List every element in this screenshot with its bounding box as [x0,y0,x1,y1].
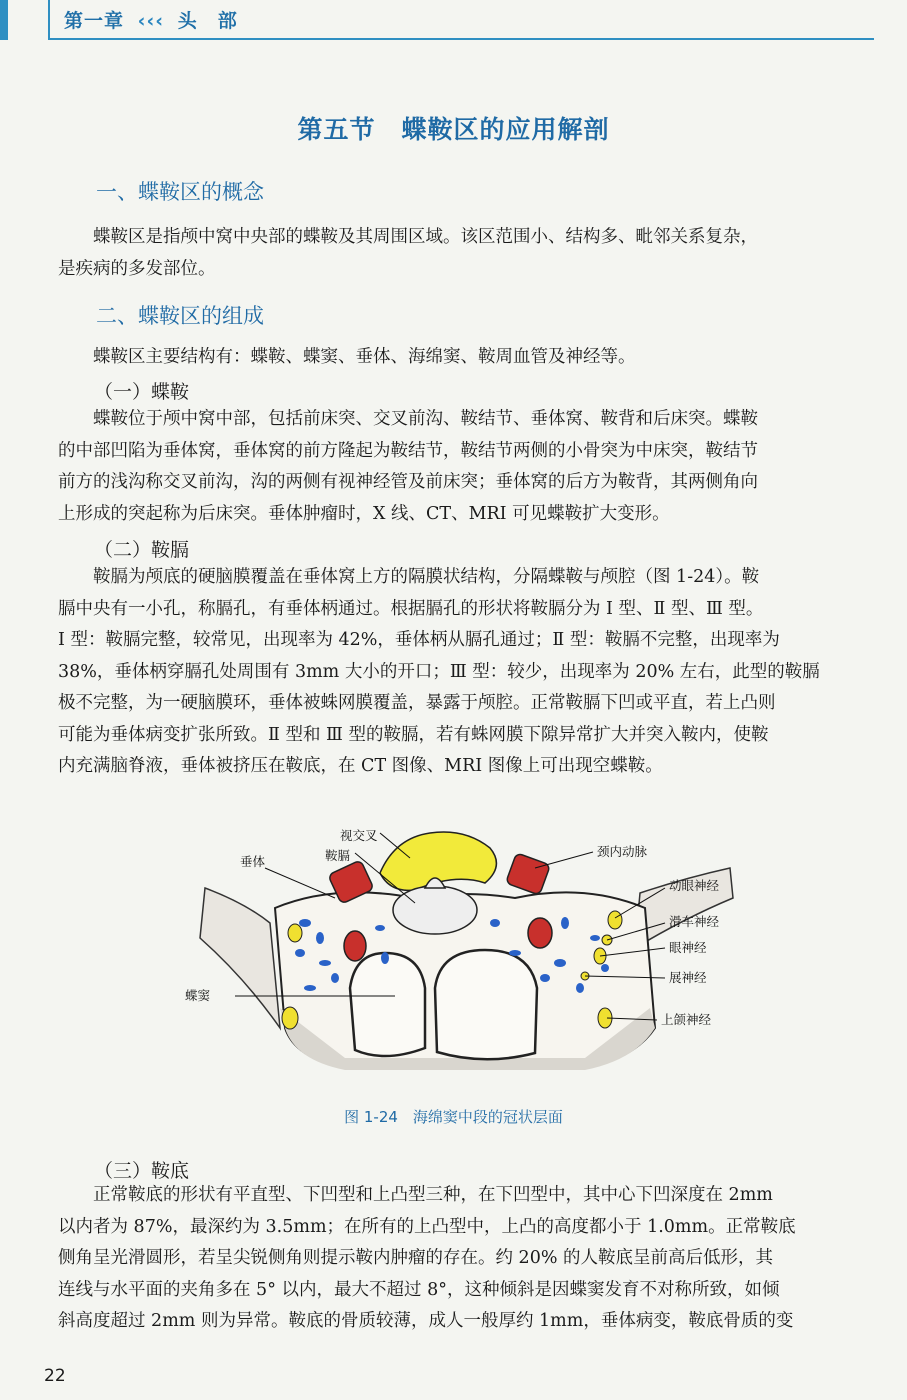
para-sella-floor [58,1180,868,1338]
pituitary [393,886,477,934]
label-oculomotor: 动眼神经 [669,878,720,893]
sphenoid-sinus-right [435,950,537,1059]
text-line: 内充满脑脊液，垂体被挤压在鞍底，在 CT 图像、MRI 图像上可出现空蝶鞍。 [58,756,663,776]
section-title: 第五节 蝶鞍区的应用解剖 [297,115,610,144]
label-abducens: 展神经 [669,970,707,985]
text-line: 膈中央有一小孔，称膈孔，有垂体柄通过。根据膈孔的形状将鞍膈分为 Ⅰ 型、Ⅱ 型、Ⅲ 型。 [58,598,764,619]
text-line: 38%，垂体柄穿膈孔处周围有 3mm 大小的开口；Ⅲ 型：较少，出现率为 20% 左右，此型的鞍膈 [58,661,820,682]
ica-left-cavernous [344,931,366,961]
text-line: 可能为垂体病变扩张所致。Ⅱ 型和 Ⅲ 型的鞍膈，若有蛛网膜下隙异常扩大并突入鞍内，使鞍 [58,724,769,745]
label-maxillary: 上颌神经 [661,1012,712,1027]
figure-caption: 图 1-24 海绵窦中段的冠状层面 [344,1108,563,1126]
figure-cavernous-sinus [185,828,745,1108]
text-line: 上形成的突起称为后床突。垂体肿瘤时，X 线、CT、MRI 可见蝶鞍扩大变形。 [58,503,670,524]
sphenoid-sinus-left [350,953,425,1056]
heading-sella-floor: （三）鞍底 [94,1160,190,1182]
header-arrows: ‹‹‹ [137,10,165,32]
header-accent-bar [0,0,8,40]
text-line: 鞍膈为颅底的硬脑膜覆盖在垂体窝上方的隔膜状结构，分隔蝶鞍与颅腔（图 1-24）。鞍 [93,567,760,587]
text-line: 连线与水平面的夹角多在 5° 以内，最大不超过 8°，这种倾斜是因蝶窦发育不对称所致，如倾 [58,1279,780,1300]
header-rule [48,38,874,40]
heading-concept: 一、蝶鞍区的概念 [96,180,264,204]
para-concept [58,222,868,285]
left-temporal-lobe [200,888,280,1028]
text-line: 蝶鞍位于颅中窝中部，包括前床突、交叉前沟、鞍结节、垂体窝、鞍背和后床突。蝶鞍 [93,409,758,429]
heading-sella: （一）蝶鞍 [94,381,190,403]
text-line: 正常鞍底的形状有平直型、下凹型和上凸型三种，在下凹型中，其中心下凹深度在 2mm [93,1185,773,1205]
text-line: 斜高度超过 2mm 则为异常。鞍底的骨质较薄，成人一般厚约 1mm，垂体病变，鞍底骨质的变 [58,1311,794,1331]
para-composition [58,342,868,374]
heading-diaphragma: （二）鞍膈 [94,539,190,561]
chapter-label: 第一章 [64,10,125,32]
label-ica: 颈内动脉 [597,844,648,859]
label-trochlear: 滑车神经 [669,914,720,929]
header-divider [48,0,50,40]
text-line: 的中部凹陷为垂体窝，垂体窝的前方隆起为鞍结节，鞍结节两侧的小骨突为中床突，鞍结节 [58,440,758,461]
label-ophthalmic: 眼神经 [669,940,707,955]
page-number: 22 [44,1366,66,1386]
text-line: Ⅰ 型：鞍膈完整，较常见，出现率为 42%，垂体柄从膈孔通过；Ⅱ 型：鞍膈不完整，出现率为 [58,630,780,650]
para-diaphragma [58,562,868,783]
ica-right-supraclinoid [506,853,551,895]
text-line: 侧角呈光滑圆形，若呈尖锐侧角则提示鞍内肿瘤的存在。约 20% 的人鞍底呈前高后低形，其 [58,1248,774,1268]
label-sphenoid-sinus: 蝶窦 [185,988,211,1003]
ica-right-cavernous [528,918,552,948]
header-text [64,6,238,33]
label-diaphragma: 鞍膈 [325,848,351,863]
text-line: 极不完整，为一硬脑膜环，垂体被蛛网膜覆盖，暴露于颅腔。正常鞍膈下凹或平直，若上凸则 [58,693,776,713]
text-line: 蝶鞍区是指颅中窝中央部的蝶鞍及其周围区域。该区范围小、结构多、毗邻关系复杂， [93,227,758,247]
para-sella [58,404,868,530]
chapter-topic: 头 部 [177,10,238,32]
text-line: 前方的浅沟称交叉前沟，沟的两侧有视神经管及前床突；垂体窝的后方为鞍背，其两侧角向 [58,472,758,492]
text-line: 蝶鞍区主要结构有：蝶鞍、蝶窦、垂体、海绵窦、鞍周血管及神经等。 [93,347,636,367]
running-header [0,0,907,60]
label-pituitary: 垂体 [240,854,266,869]
label-optic-chiasm: 视交叉 [340,828,378,843]
text-line: 是疾病的多发部位。 [58,258,216,279]
heading-composition: 二、蝶鞍区的组成 [96,304,264,328]
text-line: 以内者为 87%，最深约为 3.5mm；在所有的上凸型中，上凸的高度都小于 1.0mm。正常鞍底 [58,1216,796,1237]
